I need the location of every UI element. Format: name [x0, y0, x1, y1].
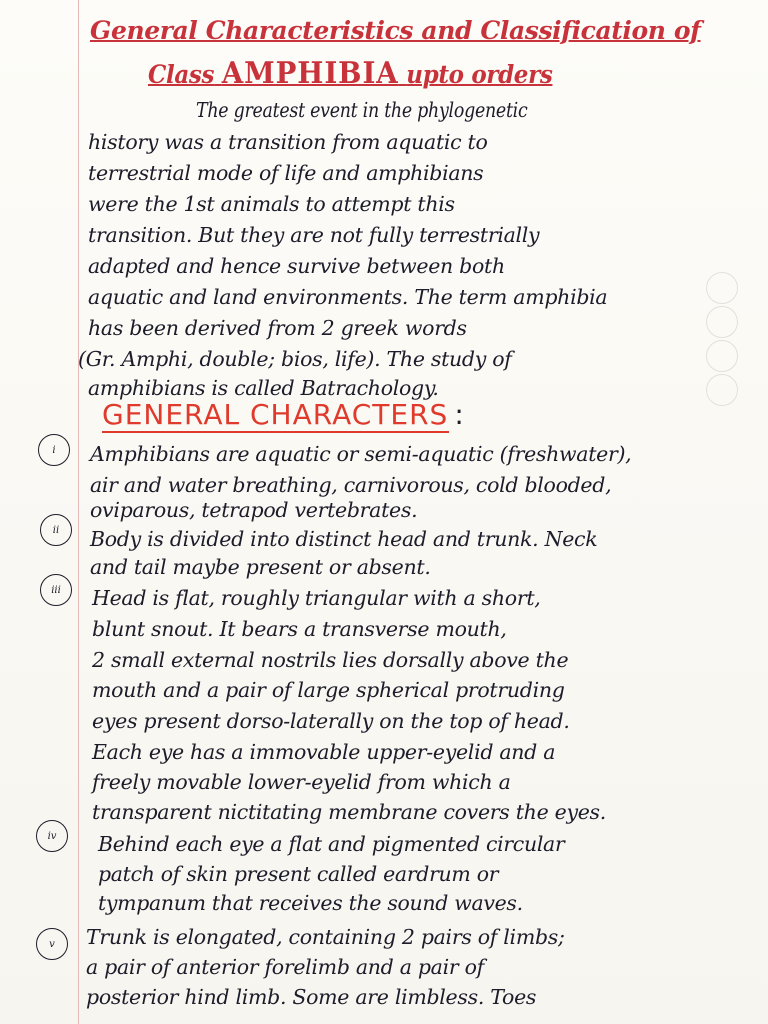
intro-line: terrestrial mode of life and amphibians: [88, 161, 484, 185]
point-line: posterior hind limb. Some are limbless. Toes: [86, 985, 537, 1009]
point-line: transparent nictitating membrane covers the eyes.: [92, 800, 606, 824]
intro-line: amphibians is called Batrachology.: [88, 376, 439, 400]
intro-line: were the 1st animals to attempt this: [88, 192, 455, 216]
point-line: Trunk is elongated, containing 2 pairs of limbs;: [86, 925, 565, 949]
section-heading: [102, 398, 465, 431]
point-marker-i: i: [38, 434, 70, 466]
point-line: blunt snout. It bears a transverse mouth,: [92, 617, 507, 641]
point-line: freely movable lower-eyelid from which a: [92, 770, 511, 794]
intro-line: has been derived from 2 greek words: [88, 316, 467, 340]
title-class-word: Class: [148, 60, 215, 89]
point-line: tympanum that receives the sound waves.: [98, 891, 523, 915]
intro-line: The greatest event in the phylogenetic: [196, 98, 528, 122]
page-title-line-2: [148, 56, 756, 91]
intro-line: history was a transition from aquatic to: [88, 130, 488, 154]
point-line: eyes present dorso-laterally on the top of head.: [92, 709, 570, 733]
page-title-line-1: General Characteristics and Classification of: [90, 16, 701, 45]
point-marker-v: v: [36, 928, 68, 960]
intro-line: transition. But they are not fully terrestrially: [88, 223, 540, 247]
intro-line: aquatic and land environments. The term amphibia: [88, 285, 608, 309]
point-line: 2 small external nostrils lies dorsally above the: [92, 648, 569, 672]
title-upto-orders: upto orders: [406, 60, 553, 89]
point-marker-iv: iv: [36, 820, 68, 852]
point-line: Each eye has a immovable upper-eyelid and a: [92, 740, 556, 764]
intro-line: adapted and hence survive between both: [88, 254, 505, 278]
section-heading-text: GENERAL CHARACTERS: [102, 398, 449, 431]
point-line: Amphibians are aquatic or semi-aquatic (freshwater),: [90, 442, 632, 466]
point-line: Behind each eye a flat and pigmented circular: [98, 832, 565, 856]
margin-line: [78, 0, 79, 1024]
point-line: and tail maybe present or absent.: [90, 555, 431, 579]
point-line: Body is divided into distinct head and trunk. Neck: [90, 527, 598, 551]
point-line: a pair of anterior forelimb and a pair of: [86, 955, 484, 979]
point-line: air and water breathing, carnivorous, cold blooded,: [90, 473, 612, 497]
point-line: patch of skin present called eardrum or: [98, 862, 499, 886]
point-line: mouth and a pair of large spherical protruding: [92, 678, 565, 702]
heading-underline: [102, 431, 449, 433]
title-amphibia-word: AMPHIBIA: [221, 56, 399, 91]
point-marker-ii: ii: [40, 514, 72, 546]
section-heading-colon: :: [454, 398, 465, 431]
point-marker-iii: iii: [40, 574, 72, 606]
intro-line: (Gr. Amphi, double; bios, life). The study of: [78, 347, 512, 371]
point-line: oviparous, tetrapod vertebrates.: [90, 498, 418, 522]
point-line: Head is flat, roughly triangular with a short,: [92, 586, 541, 610]
